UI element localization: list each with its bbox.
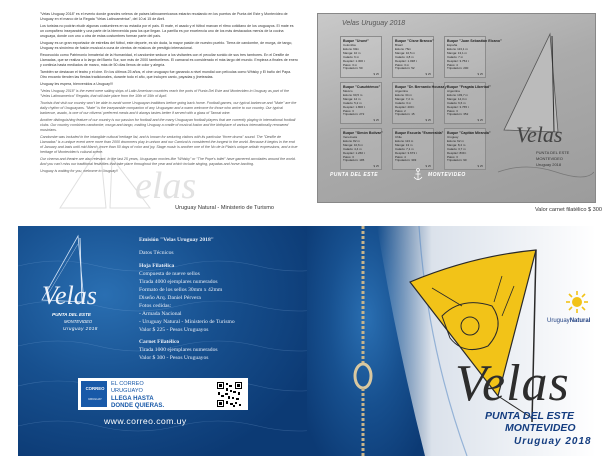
correo-slogan-2: URUGUAYO (111, 388, 143, 394)
rope-icon (347, 226, 379, 456)
carnet-price: Valor carnet filatélico $ 300 (534, 207, 602, 213)
svg-text:elas: elas (135, 165, 197, 207)
stamp-title: Buque "Simón Bolívar" (343, 131, 383, 135)
front-cover (307, 226, 596, 456)
stamp-price: $ 25 (477, 118, 483, 122)
sail-illustration-icon (496, 22, 594, 198)
stamp-price: $ 25 (373, 72, 379, 76)
stamp-price: $ 25 (425, 164, 431, 168)
stamp-specs: Argentina Eslora: 34 m Manga: 7,2 m Calado: 3 m Desplaz: 200 t Palos: 2 Tripulación: 15 (395, 89, 415, 117)
correo-slogan-3: LLEGA HASTA (111, 395, 154, 402)
paragraph-es-2: Los turistas no podrán eludir algunas costumbres en su estadía por el país. El mate, el asado y el fútbol marcan el ritmo cotidiano de los uruguayos. El mate es un compañero inseparable y una parte de la bienvenida para los que llegan. La parrilla es por excelencia uno de los más destacados menús de la cocina uruguaya, donde con uno u otra de estas costumbres forman parte del país. (40, 23, 294, 39)
brand-name: Uruguay (547, 318, 570, 324)
stamp-price: $ 25 (373, 164, 379, 168)
stamp-specs: Colombia Eslora: 90m Manga: 10 m Calado: 6 m Desplaz: 1.300 t Palos: 3 m Tripulación: 50 (343, 43, 365, 71)
emission-title: Emisión "Velas Uruguay 2018" (139, 237, 214, 243)
stamp-title: Buque "Capitán Miranda" (447, 131, 491, 135)
svg-text:PUNTA DEL ESTE: PUNTA DEL ESTE (536, 150, 570, 155)
stamp-title: Buque "Cuauhtémoc" (343, 85, 381, 89)
qr-code-icon (216, 381, 243, 408)
title-montevideo: MONTEVIDEO (505, 422, 576, 434)
stamp-2 (392, 36, 434, 78)
carnet-line: Valor $ 300 - Pesos Uruguayos (139, 355, 209, 361)
label-punta-del-este: PUNTA DEL ESTE (330, 172, 379, 178)
back-cover (18, 226, 307, 456)
stamp-price: $ 25 (373, 118, 379, 122)
correo-banner (78, 378, 248, 410)
svg-text:Velas: Velas (516, 122, 563, 147)
stamp-price: $ 25 (477, 72, 483, 76)
hoja-line: Compuesta de nueve sellos (139, 271, 200, 277)
sheet-title: Velas Uruguay 2018 (342, 20, 406, 27)
paragraph-en-2: Tourists that visit our country won't be able to avoid some Uruguayan traditions before going back home. Football games, our typical barbecue and "Mate" are the daily rhythm of Uruguayans. "Mate" is the inseparable companion of any Uruguayan and a warm welcome for those who arrive to our country. Our typical barbecue, asado, is one of our citizens' preferred meals and it always tastes better if served with a glass of Tannat wine. (40, 100, 297, 115)
paragraph-es-4: Reconocido como Patrimonio Inmaterial de la Humanidad, el candombe seduce a los visitantes con el peculiar sonido de sus tres tambores. En el Desfile de Llamadas, que se realiza a lo largo del Barrio Sur, son más de 2000 tamborileros. El carnaval es considerado el más largo del mundo. Empieza a finales de enero y continúa hasta mediados de marzo, más de 50 días llenos de color y alegría. (40, 52, 298, 68)
stamp-8 (392, 128, 444, 170)
stamp-title: Buque "Fragata Libertad" (447, 85, 491, 89)
hoja-line: Diseño Arq. Daniel Pérvera (139, 295, 201, 301)
stamp-sheet-page (307, 0, 614, 222)
technical-data (139, 236, 299, 362)
svg-text:MONTEVIDEO: MONTEVIDEO (536, 156, 563, 161)
uruguay-natural-brand (547, 318, 590, 324)
correo-logo-sub: URUGUAY (88, 397, 102, 401)
hoja-line: Tirada 4000 ejemplares numerados (139, 279, 218, 285)
logo-punta-del-este: PUNTA DEL ESTE (52, 312, 91, 317)
hoja-line: Fotos cedidas: (139, 303, 172, 309)
paragraph-en-5: Our cinema and theatre are also relevant. In the last 25 years, Uruguayan movies like "Whisky" or "The Pope's toilet" have garnered accolades around the world. And you can't miss our traditional festivities that take place throughout the year and which include singing, payadas and horse backing. (40, 156, 296, 166)
paragraph-en-6: Uruguay is waiting for you, welcome to Uruguay!! (40, 168, 119, 173)
stamp-specs: Brasil Eslora: 76m Manga: 10,5 m Calado: 4,8 m Desplaz: 1.038 t Palos: 3 m Tripulación: 52 (395, 43, 417, 71)
stamp-5 (392, 82, 449, 124)
hoja-line: - Armada Nacional (139, 311, 182, 317)
stamp-title: Buque "Dr. Bernardo Houssay" (395, 85, 449, 89)
title-punta-del-este: PUNTA DEL ESTE (485, 410, 575, 422)
stamp-specs: Chile Eslora: 113 m Manga: 13 m Calado: 7,1 m Desplaz: 3.673 t Palos: 4 Tripulación: 303 (395, 135, 417, 163)
anchor-icon (412, 168, 424, 182)
stamp-price: $ 25 (425, 72, 431, 76)
stamp-9 (444, 128, 491, 170)
logo-montevideo: MONTEVIDEO (64, 319, 93, 324)
stamp-3 (444, 36, 502, 78)
hoja-line: - Uruguay Natural - Ministerio de Turismo (139, 319, 235, 325)
paragraph-es-1: "Velas Uruguay 2018" es el evento donde grandes veleros de países latinoamericanos estarán recalando en los puertos de Punta del Este y Montevideo de Uruguay en el marco de la Regata "Velas Latinoamérica", del 10 al 15 de Abril. (40, 12, 288, 22)
correo-slogan-4: DONDE QUIERAS. (111, 402, 165, 409)
stamp-title: Buque "Uruné" (343, 39, 369, 43)
technical-data-heading: Datos Técnicos (139, 250, 174, 256)
stamp-specs: Argentina Eslora: 103,7 m Manga: 14,3 m Calado: 6,6 m Desplaz: 3.765 t Palos: 3 Tripulación: 352 (447, 89, 469, 117)
correo-slogan-1: EL CORREO (111, 381, 144, 387)
logo-year: Uruguay 2018 (63, 326, 98, 331)
velas-title: Velas (455, 355, 570, 412)
stamp-title: Buque Escuela "Esmeralda" (395, 131, 444, 135)
stamp-7 (340, 128, 382, 170)
stamp-sheet (317, 13, 596, 203)
svg-text:Uruguay 2018: Uruguay 2018 (536, 162, 562, 167)
hoja-title: Hoja Filatélica (139, 263, 175, 269)
paragraph-en-4: Candombe was included in the intangible cultural heritage list, and is known for seducing visitors with its particular "three drums" sound. The "Desfile de Llamadas" is a unique event were more than 2000 drummers play in unison and our Carnival is considered the longest in the world. Because it begins in the end of January and lasts until mid March, more than 50 days of color and joy. Stage music is another one of the No de la Plata's unique artistic expressions, and a true heritage of Montevideo's cultural scene. (40, 134, 298, 155)
paragraph-es-5: También se destacan el teatro y el cine. En los últimos 25 años, el cine uruguayo fue ganando a nivel mundial con películas como Whisky y El baño del Papa. Otro encanto tienden las fiestas tradicionales, durante todo el año, que incluyen canto, payadas y jineteadas. (40, 69, 292, 80)
stamp-specs: Uruguay Eslora: 62 m Manga: 8,4 m Calado: 3,7 m Desplaz: 839 t Palos: 3 Tripulación: 90 (447, 135, 467, 163)
info-text-block (40, 12, 298, 176)
correo-url[interactable]: www.correo.com.uy (104, 416, 187, 426)
signature: Uruguay Natural - Ministerio de Turismo (175, 205, 274, 211)
stamp-price: $ 25 (477, 164, 483, 168)
correo-logo (81, 381, 107, 407)
stamp-6 (444, 82, 491, 124)
stamp-1 (340, 36, 382, 78)
correo-logo-text: CORREO (85, 386, 105, 391)
paragraph-es-3: Uruguay es un gran exportador de estrellas del fútbol, este deporte, es sin duda, la mayor pasión de nuestro pueblo. Tierra de candombe, de murga, de tango, Uruguay es sinónimo de fusión musical a cuna de cientos de músicos de prestigio internacional. (40, 40, 293, 51)
hoja-line: Valor $ 225 - Pesos Uruguayos (139, 327, 209, 333)
stamp-specs: Venezuela Eslora: 82 m Manga: 10,6 m Calado: 4,4 m Desplaz: 1.260 t Palos: 3 Tripulación: 195 (343, 135, 365, 163)
label-montevideo: MONTEVIDEO (428, 172, 466, 178)
stamp-specs: México Eslora: 90,5 m Manga: 12 m Calado: 5,2 m Desplaz: 1.800 t Palos: 3 Tripulación: 272 (343, 89, 365, 117)
stamp-price: $ 25 (425, 118, 431, 122)
stamp-title: Buque "Juan Sebastián Elcano" (447, 39, 502, 43)
paragraph-en-1: "Velas Uruguay 2018" is the event were sailing ships of Latin American countries reach the ports of Punta Del Este and Montevideo in Uruguay as part of the "Velas Latinoamerica" Regatta, that will take place from the 10th of 15th of April. (40, 88, 289, 98)
stamp-4 (340, 82, 382, 124)
paragraph-en-3: Another distinguishing feature of our country is our passion for football and the many Uruguayan football players that are currently playing in international football clubs. Our country combines candombe, murga and tango, making Uruguay a cradle of musical fusion and the birthplace of various internationally renowned musicians. (40, 117, 296, 132)
carnet-line: Tirada 1000 ejemplares numerados (139, 347, 218, 353)
hoja-line: Formato de los sellos 30mm x 42mm (139, 287, 223, 293)
velas-logo-text: Velas (42, 281, 97, 310)
sun-logo-icon (565, 290, 589, 314)
title-year: Uruguay 2018 (514, 436, 592, 447)
info-page (0, 0, 308, 222)
brand-name-bold: Natural (569, 318, 591, 324)
stamp-title: Buque "Cisne Branco" (395, 39, 434, 43)
carnet-title: Carnet Filatélico (139, 339, 180, 345)
stamp-specs: España Eslora: 113,1 m Manga: 13,1 m Calado: 7 m Desplaz: 3.754 t Palos: 4 Tripulación: 200 (447, 43, 469, 71)
paragraph-es-6: Uruguay les espera, bienvenidos a Uruguay!!! (40, 81, 113, 86)
